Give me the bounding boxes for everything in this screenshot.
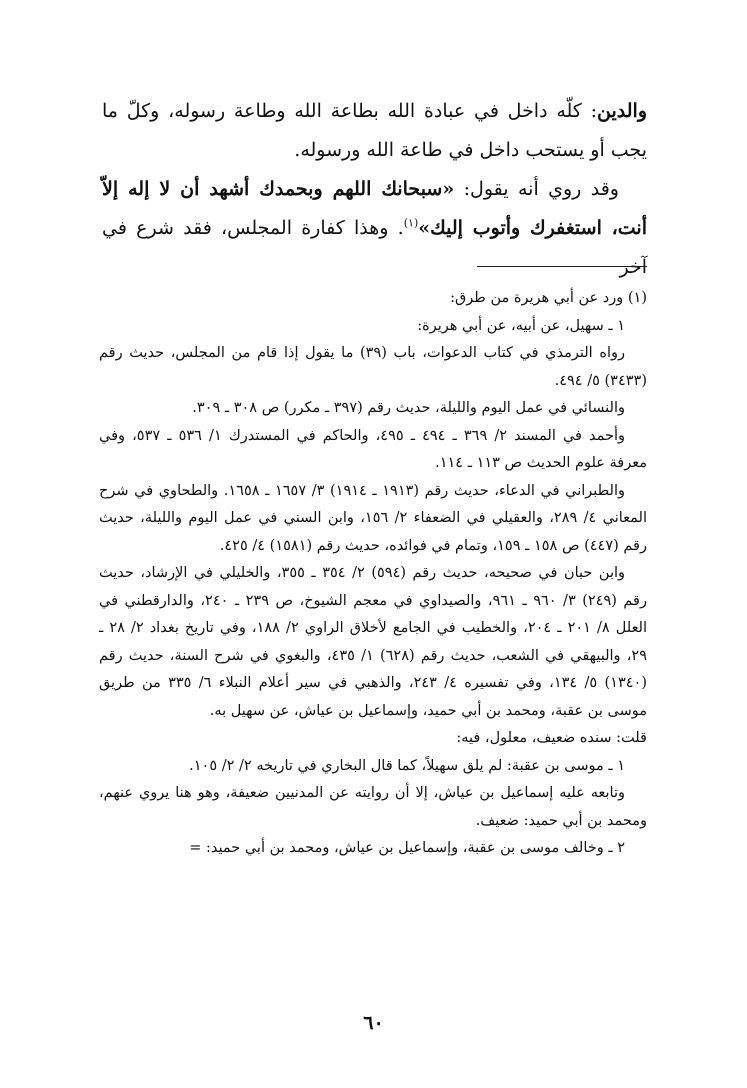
- footnotes: [99, 285, 647, 863]
- hadith-quote: «سبحانك اللهم وبحمدك أشهد أن لا إله إلاّ أنت، استغفرك وأتوب إليك»: [102, 178, 648, 239]
- footnote-line: قلت: سنده ضعيف، معلول، فيه:: [456, 730, 647, 746]
- footnote-marker: (١): [403, 216, 419, 230]
- main-paragraph-1-text: : كلّه داخل في عبادة الله بطاعة الله وطاعة رسوله، وكلّ ما يجب أو يستحب داخل في طاعة الله ورسوله.: [102, 100, 647, 161]
- footnote-line: وتابعه عليه إسماعيل بن عياش، إلا أن روايته عن المدنيين ضعيفة، وهو هنا يروي عنهم، ومحمد بن أبي حميد: ضعيف.: [99, 785, 647, 829]
- footnote-line: والطبراني في الدعاء، حديث رقم (١٩١٣ ـ ١٩١٤) ٣/ ١٦٥٧ ـ ١٦٥٨. والطحاوي في شرح المعاني ٤/ ٢٨٩، والعقيلي في الضعفاء ٢/ ١٥٦، وابن السني في عمل اليوم والليلة، حديث رقم (٤٤٧) ص ١٥٨ ـ ١٥٩، وتمام في فوائده، حديث رقم (١٥٨١) ٤/ ٤٢٥.: [99, 482, 647, 554]
- main-paragraph-1: [102, 92, 647, 170]
- footnote-line: رواه الترمذي في كتاب الدعوات، باب (٣٩) ما يقول إذا قام من المجلس، حديث رقم (٣٤٣٣) ٥/ ٤٩٤.: [99, 345, 647, 389]
- footnote-line: ١ ـ موسى بن عقبة: لم يلق سهيلاً، كما قال البخاري في تاريخه ٢/ ٢/ ١٠٥.: [189, 757, 625, 774]
- footnote-line: وأحمد في المسند ٢/ ٣٦٩ ـ ٤٩٤ ـ ٤٩٥، والحاكم في المستدرك ١/ ٥٣٦ ـ ٥٣٧، وفي معرفة علوم الحديث ص ١١٣ ـ ١١٤.: [99, 427, 647, 471]
- main-paragraph-2-intro: وقد روي أنه يقول:: [463, 178, 619, 200]
- footnote-line: (١) ورد عن أبي هريرة من طرق:: [450, 290, 647, 306]
- main-paragraph-2: [102, 170, 647, 287]
- footnote-line: والنسائي في عمل اليوم والليلة، حديث رقم (٣٩٧ ـ مكرر) ص ٣٠٨ ـ ٣٠٩.: [192, 400, 625, 416]
- page-number: ٦٠: [363, 1012, 384, 1034]
- main-text: [102, 92, 647, 287]
- footnote-line: ٢ ـ وخالف موسى بن عقبة، وإسماعيل بن عياش، ومحمد بن أبي حميد: =: [189, 840, 625, 856]
- main-paragraph-2-end: . وهذا كفارة المجلس، فقد شرع في آخر: [102, 217, 647, 278]
- footnote-divider: [477, 266, 647, 267]
- main-paragraph-1-lead: والدين: [597, 100, 648, 122]
- footnote-line: ١ ـ سهيل، عن أبيه، عن أبي هريرة:: [417, 317, 625, 334]
- footnote-line: وابن حبان في صحيحه، حديث رقم (٥٩٤) ٢/ ٣٥٤ ـ ٣٥٥، والخليلي في الإرشاد، حديث رقم (٢٤٩) ٣/ ٩٦٠ ـ ٩٦١، والصيداوي في معجم الشيوخ، ص ٢٣٩ ـ ٢٤٠، والدارقطني في العلل ٨/ ٢٠١ ـ ٢٠٤، والخطيب في الجامع لأخلاق الراوي ٢/ ١٨٨، وفي تاريخ بغداد ٢/ ٢٨ ـ ٢٩، والبيهقي في الشعب، حديث رقم (٦٢٨) ١/ ٤٣٥، والبغوي في شرح السنة، حديث رقم (١٣٤٠) ٥/ ١٣٤، وفي تفسيره ٤/ ٢٤٣، والذهبي في سير أعلام النبلاء ٦/ ٣٣٥ من طريق موسى بن عقبة، ومحمد بن أبي حميد، وإسماعيل بن عياش، عن سهيل به.: [99, 565, 648, 719]
